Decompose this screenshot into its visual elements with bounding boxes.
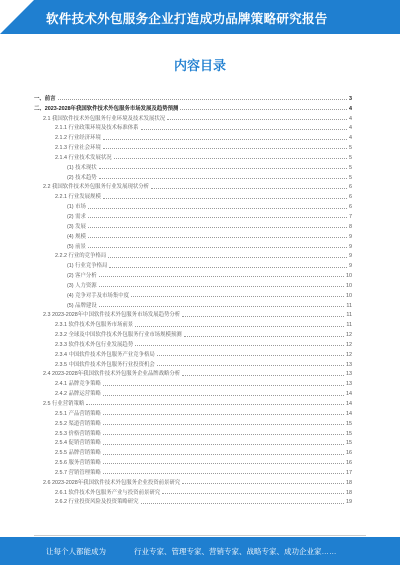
toc-entry[interactable]	[34, 230, 352, 240]
toc-dot-leader	[162, 493, 344, 494]
toc-page-number: 18	[346, 479, 352, 486]
toc-entry[interactable]	[34, 181, 352, 191]
toc-page-number: 9	[349, 263, 352, 270]
toc-dot-leader	[182, 316, 344, 317]
toc-entry-title: 2.1.2 行业经济环境	[55, 135, 101, 142]
toc-entry-title: 2.3.4 中国软件技术外包服务产业竞争格局	[55, 351, 155, 358]
toc-entry-title: 2.5 行业营销策略	[43, 401, 85, 407]
toc-dot-leader	[88, 227, 347, 228]
toc-dot-leader	[141, 503, 344, 504]
toc-page-number: 14	[346, 391, 352, 398]
toc-entry[interactable]	[34, 289, 352, 299]
toc-dot-leader	[182, 375, 344, 376]
toc-entry[interactable]	[34, 417, 352, 427]
toc-page-number: 13	[346, 361, 352, 368]
toc-entry-title: 2.5.4 促销营销策略	[55, 440, 101, 447]
toc-page-number: 19	[346, 499, 352, 506]
toc-entry-title: (2) 技术趋势	[67, 174, 97, 181]
footer-slogan: 让每个人都能成为	[46, 547, 106, 556]
toc-entry-title: (3) 人力资源	[67, 282, 97, 289]
toc-dot-leader	[103, 424, 344, 425]
toc-page-number: 14	[346, 410, 352, 417]
toc-dot-leader	[88, 247, 347, 248]
toc-entry[interactable]	[34, 407, 352, 417]
toc-entry[interactable]	[34, 299, 352, 309]
toc-dot-leader	[88, 217, 347, 218]
toc-dot-leader	[99, 306, 345, 307]
toc-entry-title: 2.6.2 行业投资风险及投资策略研究	[55, 499, 139, 506]
toc-entry[interactable]	[34, 210, 352, 220]
toc-entry[interactable]	[34, 200, 352, 210]
toc-entry[interactable]	[34, 250, 352, 260]
toc-page-number: 11	[346, 322, 352, 329]
toc-entry-title: 2.5.2 渠道营销策略	[55, 420, 101, 427]
toc-entry-title: 2.5.1 产品营销策略	[55, 410, 101, 417]
toc-dot-leader	[86, 404, 344, 405]
table-of-contents	[34, 92, 352, 505]
toc-entry-title: 2.1 我国软件技术外包服务行业环境及技术发展状况	[43, 115, 166, 122]
toc-entry-title: 2.6 2023-2028年我国软件技术外包服务企业投资前景研究	[43, 479, 181, 486]
toc-entry-title: 2.3 2023-2028年中国软件技术外包服务市场发展趋势分析	[43, 312, 181, 319]
toc-entry[interactable]	[34, 279, 352, 289]
toc-entry[interactable]	[34, 446, 352, 456]
toc-page-number: 10	[346, 292, 352, 299]
toc-entry[interactable]	[34, 131, 352, 141]
toc-dot-leader	[99, 286, 344, 287]
toc-page-number: 12	[346, 332, 352, 339]
toc-entry-title: 2.1.3 行业社会环境	[55, 145, 101, 152]
toc-page-number: 5	[349, 174, 352, 181]
footer-roles: 行业专家、管理专家、营销专家、战略专家、成功企业家……	[134, 547, 337, 556]
toc-page-number: 10	[346, 273, 352, 280]
toc-entry-title: 2.4 2023-2028年我国软件技术外包服务企业品牌战略分析	[43, 371, 181, 378]
toc-entry[interactable]	[34, 328, 352, 338]
toc-entry-title: 2.3.1 软件技术外包服务市场前景	[55, 322, 134, 329]
toc-dot-leader	[103, 463, 344, 464]
toc-page-number: 6	[349, 194, 352, 201]
toc-page-number: 9	[349, 253, 352, 260]
toc-page-number: 4	[349, 125, 352, 132]
toc-page-number: 4	[349, 135, 352, 142]
toc-dot-leader	[99, 168, 347, 169]
toc-page-number: 13	[346, 371, 352, 378]
toc-page-number: 15	[346, 440, 352, 447]
toc-dot-leader	[135, 326, 344, 327]
toc-page-number: 3	[349, 95, 352, 102]
toc-dot-leader	[103, 139, 347, 140]
toc-entry[interactable]	[34, 348, 352, 358]
toc-dot-leader	[103, 414, 344, 415]
toc-entry[interactable]	[34, 220, 352, 230]
toc-entry[interactable]	[34, 269, 352, 279]
toc-entry-title: (1) 技术现状	[67, 164, 97, 171]
toc-entry[interactable]	[34, 161, 352, 171]
toc-page-number: 10	[346, 282, 352, 289]
toc-entry[interactable]	[34, 122, 352, 132]
toc-entry[interactable]	[34, 171, 352, 181]
toc-entry-title: 2.4.1 品牌竞争策略	[55, 381, 101, 388]
toc-page-number: 12	[346, 341, 352, 348]
header-bar	[0, 0, 400, 34]
toc-dot-leader	[58, 99, 347, 100]
toc-page-number: 6	[349, 204, 352, 211]
toc-dot-leader	[167, 119, 347, 120]
toc-entry-title: 2.3.3 软件技术外包行业发展趋势	[55, 341, 134, 348]
toc-dot-leader	[135, 345, 344, 346]
toc-entry-title: 2.5.6 服务营销策略	[55, 460, 101, 467]
toc-entry-title: (4) 竞争对手及市场集中度	[67, 292, 129, 299]
toc-page-number: 14	[346, 401, 352, 407]
toc-page-number: 16	[346, 450, 352, 457]
toc-page-number: 17	[346, 469, 352, 476]
toc-page-number: 11	[346, 312, 352, 319]
toc-entry[interactable]	[34, 259, 352, 269]
toc-entry[interactable]	[34, 102, 352, 112]
toc-dot-leader	[184, 336, 344, 337]
toc-page-number: 9	[349, 243, 352, 250]
toc-entry[interactable]	[34, 92, 352, 102]
toc-page-number: 16	[346, 460, 352, 467]
toc-entry-title: 2.3.5 中国软件技术外包服务行业投资机会	[55, 361, 155, 368]
toc-entry-title: (2) 客户分析	[67, 273, 97, 280]
toc-dot-leader	[151, 188, 347, 189]
toc-entry-title: 2.1.4 行业技术发展状况	[55, 154, 112, 161]
report-title: 软件技术外包服务企业打造成功品牌策略研究报告	[46, 12, 328, 26]
toc-page-number: 8	[349, 223, 352, 230]
toc-dot-leader	[157, 365, 344, 366]
toc-page-number: 15	[346, 420, 352, 427]
toc-page-number: 9	[349, 233, 352, 240]
toc-entry[interactable]	[34, 309, 352, 319]
toc-dot-leader	[114, 158, 347, 159]
toc-page-number: 6	[349, 184, 352, 191]
toc-dot-leader	[103, 385, 344, 386]
toc-entry[interactable]	[34, 338, 352, 348]
toc-page-number: 15	[346, 430, 352, 437]
toc-entry[interactable]	[34, 368, 352, 378]
toc-entry-title: (5) 前景	[67, 243, 86, 250]
toc-page-number: 7	[349, 213, 352, 220]
toc-entry-title: 2.5.5 品牌营销策略	[55, 450, 101, 457]
toc-entry[interactable]	[34, 377, 352, 387]
toc-page-number: 13	[346, 381, 352, 388]
toc-dot-leader	[103, 198, 347, 199]
toc-entry-title: 一、前言	[34, 95, 56, 102]
toc-entry[interactable]	[34, 466, 352, 476]
toc-dot-leader	[103, 473, 344, 474]
toc-entry-title: (4) 规模	[67, 233, 86, 240]
toc-entry[interactable]	[34, 318, 352, 328]
toc-entry-title: (1) 市场	[67, 204, 86, 211]
toc-entry[interactable]	[34, 112, 352, 122]
toc-page-number: 11	[346, 302, 352, 309]
toc-dot-leader	[103, 444, 344, 445]
toc-page-number: 4	[349, 115, 352, 122]
toc-dot-leader	[103, 434, 344, 435]
toc-entry-title: 2.2 我国软件技术外包服务行业发展现状分析	[43, 184, 150, 191]
toc-page-number: 18	[346, 489, 352, 496]
toc-entry-title: (1) 行业竞争格局	[67, 263, 108, 270]
toc-dot-leader	[108, 257, 347, 258]
toc-dot-leader	[88, 208, 347, 209]
toc-dot-leader	[99, 276, 344, 277]
toc-entry[interactable]	[34, 387, 352, 397]
toc-dot-leader	[109, 267, 347, 268]
toc-dot-leader	[141, 129, 347, 130]
toc-page-number: 12	[346, 351, 352, 358]
toc-dot-leader	[131, 296, 344, 297]
toc-entry-title: (2) 需求	[67, 213, 86, 220]
toc-entry[interactable]	[34, 437, 352, 447]
toc-entry-title: 2.6.1 软件技术外包服务产业与投资前景研究	[55, 489, 161, 496]
toc-entry-title: (5) 品牌建设	[67, 302, 97, 309]
toc-dot-leader	[88, 237, 347, 238]
toc-entry-title: 2.2.1 行业发展规模	[55, 194, 101, 201]
toc-dot-leader	[103, 148, 347, 149]
toc-entry[interactable]	[34, 486, 352, 496]
toc-entry[interactable]	[34, 456, 352, 466]
toc-page-number: 5	[349, 164, 352, 171]
footer-divider	[34, 535, 366, 536]
toc-entry-title: (3) 发展	[67, 223, 86, 230]
toc-dot-leader	[99, 178, 347, 179]
toc-entry-title: 2.1.1 行业政策环境及技术标准体系	[55, 125, 139, 132]
toc-page-number: 5	[349, 154, 352, 161]
toc-entry[interactable]	[34, 240, 352, 250]
toc-entry[interactable]	[34, 141, 352, 151]
toc-dot-leader	[103, 454, 344, 455]
toc-entry[interactable]	[34, 397, 352, 407]
toc-entry-title: 2.3.2 全球及中国软件技术外包服务行业市场规模预测	[55, 332, 182, 339]
footer-bar	[0, 537, 400, 565]
toc-entry[interactable]	[34, 190, 352, 200]
toc-dot-leader	[180, 109, 347, 110]
toc-entry-title: 2.5.7 营销管理策略	[55, 469, 101, 476]
toc-entry-title: 2.5.3 价格营销策略	[55, 430, 101, 437]
toc-entry[interactable]	[34, 427, 352, 437]
toc-entry[interactable]	[34, 496, 352, 506]
toc-entry-title: 2.4.2 品牌运营策略	[55, 391, 101, 398]
toc-entry[interactable]	[34, 358, 352, 368]
toc-entry-title: 二、2023-2028年我国软件技术外包服务市场发展及趋势预测	[34, 105, 179, 112]
toc-heading: 内容目录	[173, 58, 226, 73]
toc-dot-leader	[182, 483, 344, 484]
toc-page-number: 5	[349, 145, 352, 152]
toc-entry[interactable]	[34, 476, 352, 486]
toc-dot-leader	[157, 355, 344, 356]
toc-dot-leader	[103, 395, 344, 396]
toc-page-number: 4	[349, 105, 352, 112]
toc-entry-title: 2.2.2 行业的竞争格局	[55, 253, 107, 260]
toc-entry[interactable]	[34, 151, 352, 161]
